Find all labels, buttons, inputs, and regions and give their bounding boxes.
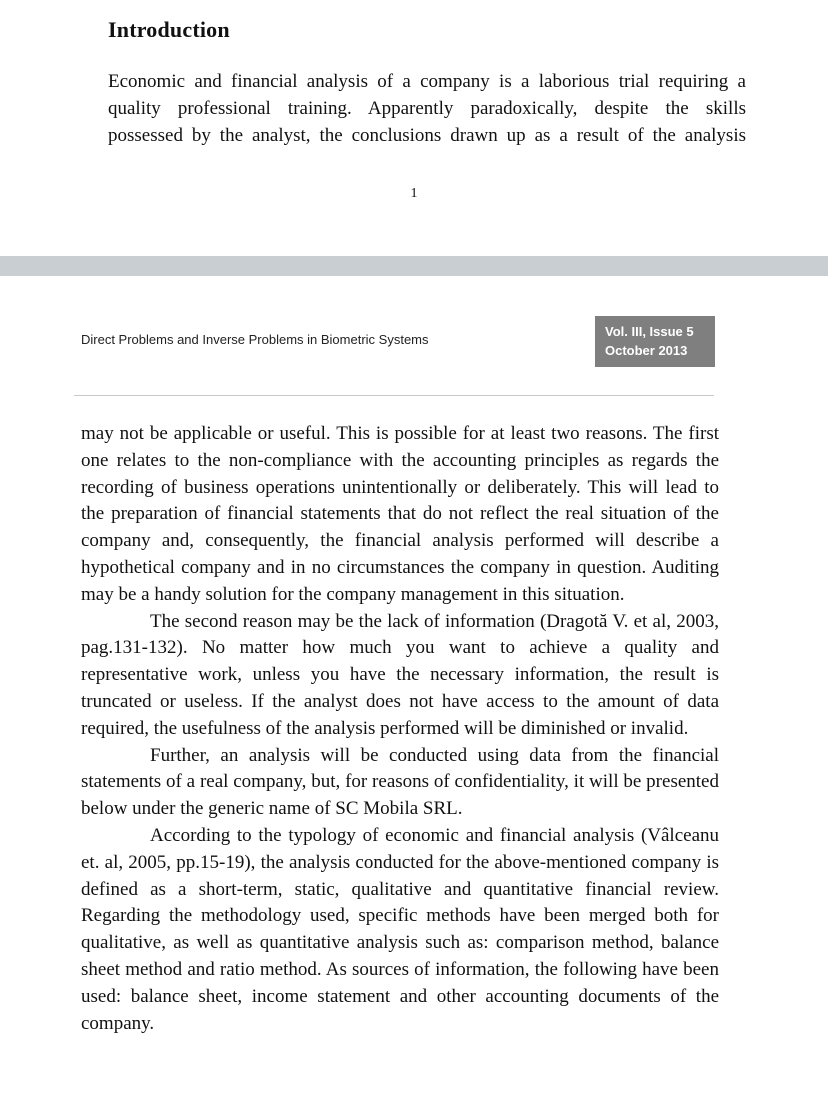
page-1-bottom	[0, 0, 828, 256]
paragraph: may not be applicable or useful. This is possible for at least two reasons. The first one relates to the non-compliance with the accounting principles as regards the recording of business operations unintentionally or deliberately. This will lead to the preparation of financial statements that do not reflect the real situation of the company and, consequently, the financial analysis performed will describe a hypothetical company and in no circumstances the company in question. Auditing may be a handy solution for the company management in this situation.	[81, 423, 719, 605]
header-rule	[74, 395, 714, 396]
paragraph: According to the typology of economic and financial analysis (Vâlceanu et. al, 2005, pp.15-19), the analysis conducted for the above-mentioned company is defined as a short-term, static, qualitative and quantitative financial review. Regarding the methodology used, specific methods have been merged both for qualitative, as well as quantitative analysis such as: comparison method, balance sheet method and ratio method. As sources of information, the following have been used: balance sheet, income statement and other accounting documents of the company.	[81, 824, 719, 1034]
intro-line: Economic and financial analysis of a company is a laborious trial requiring a	[108, 71, 746, 92]
page-number: 1	[410, 186, 418, 201]
body-text	[81, 421, 719, 1037]
running-header-title: Direct Problems and Inverse Problems in Biometric Systems	[81, 332, 429, 347]
issue-badge	[595, 316, 715, 367]
issue-date: October 2013	[605, 343, 688, 358]
intro-line: possessed by the analyst, the conclusions drawn up as a result of the analysis	[108, 125, 746, 146]
section-heading: Introduction	[108, 17, 230, 42]
intro-line: quality professional training. Apparently paradoxically, despite the skills	[108, 98, 746, 119]
issue-volume: Vol. III, Issue 5	[605, 324, 694, 339]
paragraph: Further, an analysis will be conducted using data from the financial statements of a real company, but, for reasons of confidentiality, it will be presented below under the generic name of SC Mobila SRL.	[81, 744, 719, 820]
page-separator	[0, 256, 828, 276]
paragraph: The second reason may be the lack of information (Dragotă V. et al, 2003, pag.131-132). No matter how much you want to achieve a quality and representative work, unless you have the necessary information, the result is truncated or useless. If the analyst does not have access to the amount of data required, the usefulness of the analysis performed will be diminished or invalid.	[81, 610, 719, 739]
